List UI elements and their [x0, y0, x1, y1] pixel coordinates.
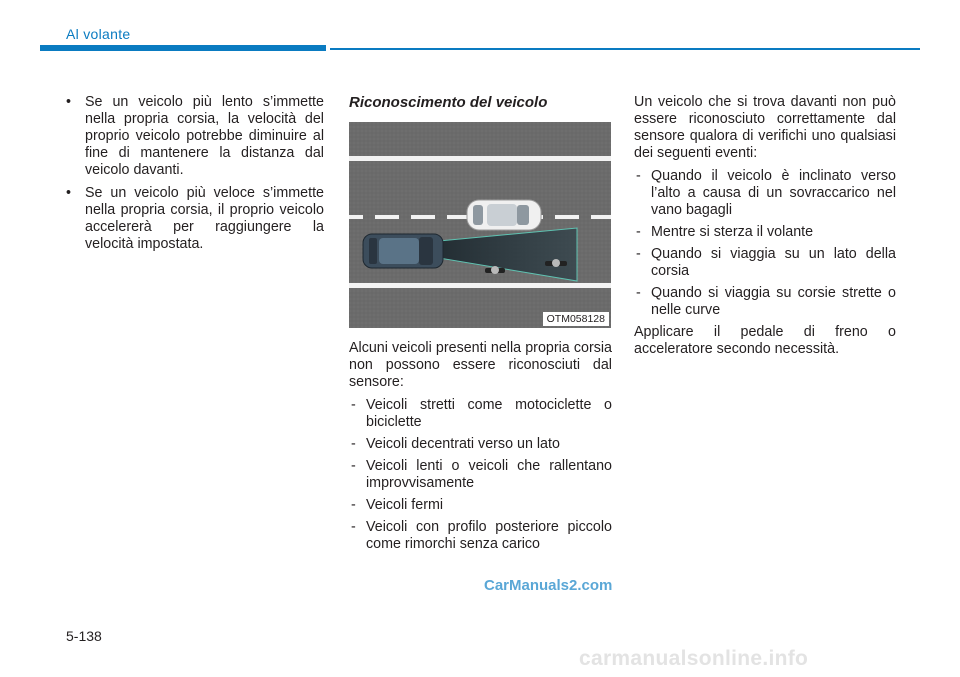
- figure-code: OTM058128: [543, 312, 609, 326]
- bullet-list: [66, 94, 324, 253]
- header-rule-thin: [330, 48, 920, 50]
- watermark-link[interactable]: CarManuals2.com: [484, 577, 613, 594]
- bullet-icon: •: [66, 185, 72, 201]
- road-illustration: [349, 122, 611, 328]
- watermark-text: carmanualsonline.info: [579, 647, 809, 670]
- bullet-item: • Se un veicolo più veloce s’immette nella propria corsia, il proprio veicolo accelererà per raggiungere la velocità impostata.: [66, 185, 324, 252]
- column-3: [634, 94, 896, 358]
- white-car-icon: [467, 200, 541, 230]
- intro-text: Alcuni veicoli presenti nella propria corsia non possono essere riconosciuti dal sensore:: [349, 340, 612, 390]
- dash-list: [349, 397, 612, 553]
- vehicle-recognition-figure: [349, 122, 611, 328]
- list-item: - Quando il veicolo è inclinato verso l’alto a causa di un sovraccarico nel vano bagagli: [636, 168, 896, 218]
- list-item: - Veicoli lenti o veicoli che rallentano improvvisamente: [351, 458, 612, 491]
- dash-list: [634, 168, 896, 319]
- list-item: - Mentre si sterza il volante: [636, 224, 814, 240]
- bullet-icon: •: [66, 94, 72, 110]
- list-item: - Veicoli fermi: [351, 497, 444, 513]
- list-item: - Quando si viaggia su un lato della corsia: [636, 246, 896, 279]
- page-number: 5-138: [66, 628, 102, 644]
- list-item: - Veicoli stretti come motociclette o biciclette: [351, 397, 612, 430]
- ego-car-icon: [363, 234, 443, 268]
- subsection-title: Riconoscimento del veicolo: [349, 94, 548, 111]
- bullet-item: • Se un veicolo più lento s’immette nella propria corsia, la velocità del proprio veicolo potrebbe diminuire al fine di mantenere la distanza dal veicolo davanti.: [66, 94, 324, 178]
- intro-text: Un veicolo che si trova davanti non può essere riconosciuto correttamente dal sensore qualora di verifichi uno qualsiasi dei seguenti eventi:: [634, 94, 896, 161]
- list-item: - Veicoli decentrati verso un lato: [351, 436, 560, 452]
- outro-text: Applicare il pedale di freno o acceleratore secondo necessità.: [634, 324, 896, 357]
- list-item: - Quando si viaggia su corsie strette o nelle curve: [636, 285, 896, 318]
- list-item: - Veicoli con profilo posteriore piccolo come rimorchi senza carico: [351, 519, 612, 552]
- header-rule-thick: [40, 45, 326, 51]
- column-2: [349, 340, 612, 558]
- section-title: Al volante: [66, 26, 131, 42]
- column-1: [66, 94, 324, 259]
